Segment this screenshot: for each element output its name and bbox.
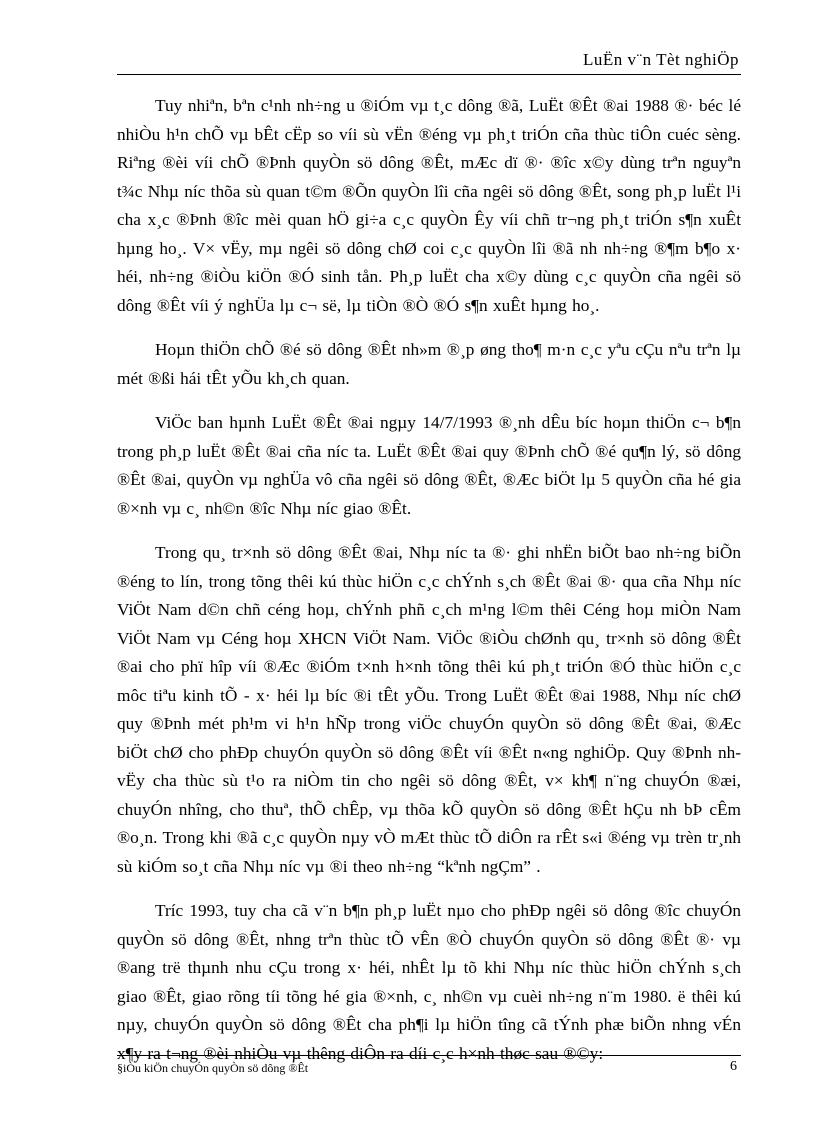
document-body bbox=[117, 92, 741, 1084]
body-paragraph: Trong qu¸ tr×nh sö dông ®Êt ®ai, Nhµ níc ta ®· ghi nhËn biÕt bao nh÷ng biÕn ®éng to lín, trong tõng thêi kú thùc hiÖn c¸c chÝnh s¸ch ®Êt ®ai ®· qua cña Nhµ níc ViÖt Nam d©n chñ céng hoµ, chÝnh phñ c¸ch m¹ng l©m thêi Céng hoµ miÒn Nam ViÖt Nam vµ Céng hoµ XHCN ViÖt Nam. ViÖc ®iÒu chØnh qu¸ tr×nh sö dông ®Êt ®ai cho phï hîp víi ®Æc ®iÓm t×nh h×nh tõng thêi kú ph¸t triÓn ®Ó thùc hiÖn c¸c môc tiªu kinh tÕ - x· héi lµ bíc ®i tÊt yÕu. Trong LuËt ®Êt ®ai 1988, Nhµ níc chØ quy ®Þnh mét ph¹m vi h¹n hÑp trong viÖc chuyÓn quyÒn sö dông ®Êt ®ai, ®Æc biÖt chØ cho phÐp chuyÓn quyÒn sö dông ®Êt víi ®Êt n«ng nghiÖp. Quy ®Þnh nh vËy cha thùc sù t¹o ra niÒm tin cho ngêi sö dông ®Êt, v× kh¶ n¨ng chuyÓn ®æi, chuyÓn nhîng, cho thuª, thÕ chÊp, vµ thõa kÕ quyÒn sö dông ®Êt hÇu nh bÞ cÊm ®o¸n. Trong khi ®ã c¸c quyÒn nµy vÒ mÆt thùc tÕ diÔn ra rÊt s«i ®éng vµ trèn tr¸nh sù kiÓm so¸t cña Nhµ níc vµ ®i theo nh÷ng “kªnh ngÇm” . bbox=[117, 543, 741, 876]
body-paragraph: Tuy nhiªn, bªn c¹nh nh÷ng u ®iÓm vµ t¸c dông ®ã, LuËt ®Êt ®ai 1988 ®· béc lé nhiÒu h¹n chÕ vµ bÊt cËp so víi sù vËn ®éng vµ ph¸t triÓn cña thùc tiÔn cuéc sèng. Riªng ®èi víi chÕ ®Þnh quyÒn sö dông ®Êt, mÆc dï ®· ®îc x©y dùng trªn nguyªn t¾c Nhµ níc thõa sù quan t©m ®Õn quyÒn lîi cña ngêi sö dông ®Êt, song ph¸p luËt l¹i cha x¸c ®Þnh ®îc mèi quan hÖ gi÷a c¸c quyÒn Êy víi chñ tr¬ng ph¸t triÓn s¶n xuÊt hµng ho¸. V× vËy, mµ ngêi sö dông chØ coi c¸c quyÒn lîi ®ã nh nh÷ng ®¶m b¶o x· héi, nh÷ng ®iÒu kiÖn ®Ó sinh tån. Ph¸p luËt cha x©y dùng c¸c quyÒn cña ngêi sö dông ®Êt víi ý nghÜa lµ c¬ së, lµ tiÒn ®Ò ®Ó s¶n xuÊt hµng ho¸. bbox=[117, 96, 741, 315]
body-paragraph: Hoµn thiÖn chÕ ®é sö dông ®Êt nh»m ®¸p øng tho¶ m·n c¸c yªu cÇu nªu trªn lµ mét ®ßi hái tÊt yÕu kh¸ch quan. bbox=[117, 340, 741, 388]
page-number: 6 bbox=[730, 1059, 737, 1074]
header-running-title: LuËn v¨n Tèt nghiÖp bbox=[582, 50, 739, 69]
body-paragraph: Tríc 1993, tuy cha cã v¨n b¶n ph¸p luËt nµo cho phÐp ngêi sö dông ®îc chuyÓn quyÒn sö dông ®Êt, nhng trªn thùc tÕ vÊn ®Ò chuyÓn quyÒn sö dông ®Êt ®· vµ ®ang trë thµnh nhu cÇu trong x· héi, nhÊt lµ tõ khi Nhµ níc thùc hiÖn chÝnh s¸ch giao ®Êt, giao rõng tíi tõng hé gia ®×nh, c¸ nh©n vµ cuèi nh÷ng n¨m 1980. ë thêi kú nµy, chuyÓn quyÒn sö dông ®Êt cha ph¶i lµ hiÖn tîng cã tÝnh phæ biÕn nhng vÉn x¶y ra t¬ng ®èi nhiÒu vµ thêng diÔn ra díi c¸c h×nh thøc sau ®©y: bbox=[117, 901, 741, 1063]
page-footer bbox=[117, 1055, 741, 1078]
page-header bbox=[117, 46, 741, 75]
body-paragraph: ViÖc ban hµnh LuËt ®Êt ®ai ngµy 14/7/1993 ®¸nh dÊu bíc hoµn thiÖn c¬ b¶n trong ph¸p luËt ®Êt ®ai cña níc ta. LuËt ®Êt ®ai quy ®Þnh chÕ ®é qu¶n lý, sö dông ®Êt ®ai, quyÒn vµ nghÜa vô cña ngêi sö dông ®Êt, ®Æc biÖt lµ 5 quyÒn cña hé gia ®×nh vµ c¸ nh©n ®îc Nhµ níc giao ®Êt. bbox=[117, 413, 741, 518]
footer-running-title: §iÒu kiÖn chuyÓn quyÒn sö dông ®Êt bbox=[117, 1061, 309, 1075]
